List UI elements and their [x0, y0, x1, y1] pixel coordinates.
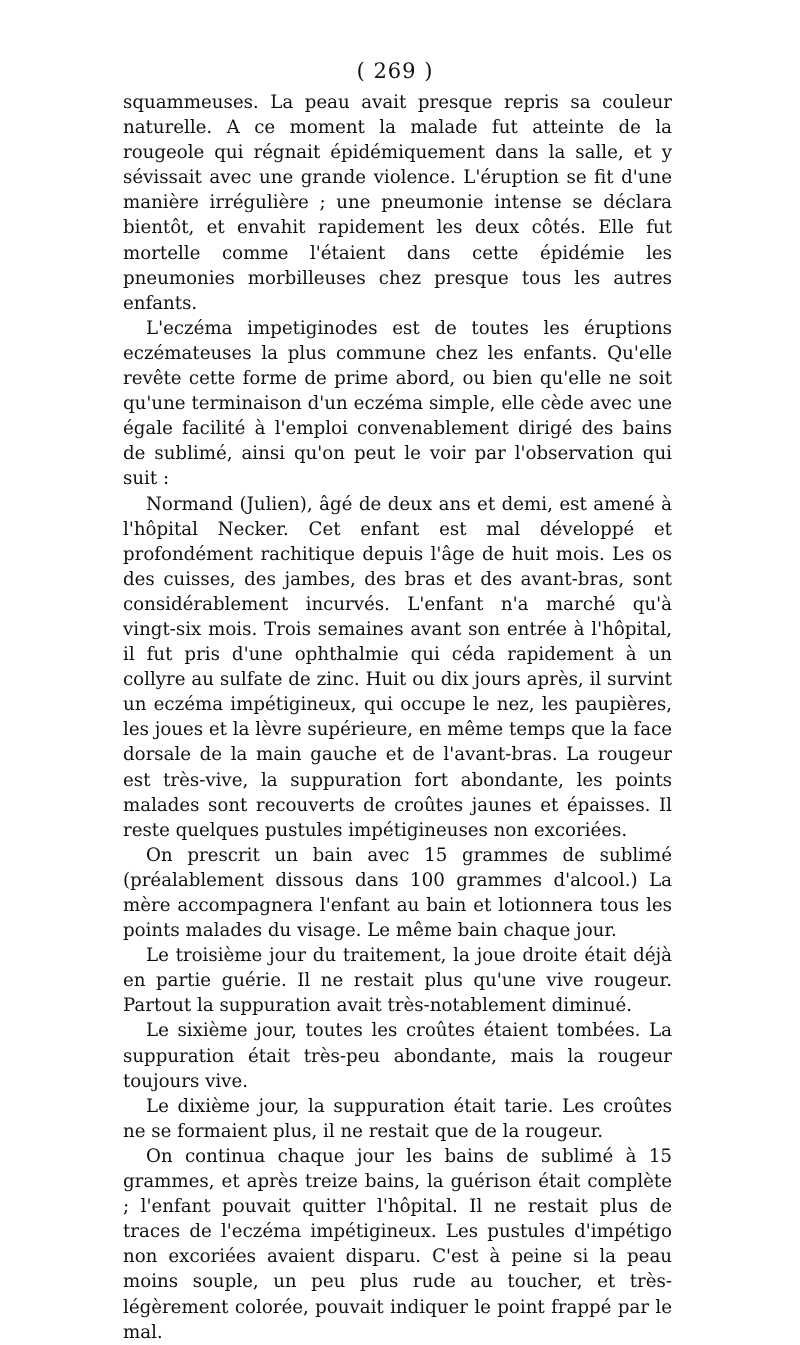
- paragraph-case-normand: Normand (Julien), âgé de deux ans et demi, est amené à l'hôpital Necker. Cet enfant est mal développé et profondément rachitique depuis l'âge de huit mois. Les os des cuisses, des jambes, des bras et des avant-bras, sont considérablement incurvés. L'enfant n'a marché qu'à vingt-six mois. Trois semaines avant son entrée à l'hôpital, il fut pris d'une ophthalmie qui céda rapidement à un collyre au sulfate de zinc. Huit ou dix jours après, il survint un eczéma impétigineux, qui occupe le nez, les paupières, les joues et la lèvre supérieure, en même temps que la face dorsale de la main gauche et de l'avant-bras. La rougeur est très-vive, la suppuration fort abondante, les points malades sont recouverts de croûtes jaunes et épaisses. Il reste quelques pustules impétigineuses non excoriées.: [123, 493, 672, 841]
- paragraph-outcome: On continua chaque jour les bains de sublimé à 15 grammes, et après treize bains, la guérison était complète ; l'enfant pouvait quitter l'hôpital. Il ne restait plus de traces de l'eczéma impétigineux. Les pustules d'impétigo non excoriées avaient disparu. C'est à peine si la peau moins souple, un peu plus rude au toucher, et très-légèrement colorée, pouvait indiquer le point frappé par le mal.: [123, 1145, 672, 1343]
- paragraph-day-six: Le sixième jour, toutes les croûtes étaient tombées. La suppuration était très-peu abondante, mais la rougeur toujours vive.: [123, 1020, 672, 1092]
- body-text: [123, 90, 672, 1345]
- paragraph-continuation: squammeuses. La peau avait presque repris sa couleur naturelle. A ce moment la malade fut atteinte de la rougeole qui régnait épidémiquement dans la salle, et y sévissait avec une grande violence. L'éruption se fit d'une manière irrégulière ; une pneumonie intense se déclara bientôt, et envahit rapidement les deux côtés. Elle fut mortelle comme l'étaient dans cette épidémie les pneumonies morbilleuses chez presque tous les autres enfants.: [123, 92, 672, 314]
- page-number: ( 269 ): [356, 59, 434, 83]
- paragraph-day-three: Le troisième jour du traitement, la joue droite était déjà en partie guérie. Il ne restait plus qu'une vive rougeur. Partout la suppuration avait très-notablement diminué.: [123, 945, 672, 1017]
- paragraph-eczema-impetiginodes: L'eczéma impetiginodes est de toutes les éruptions eczémateuses la plus commune chez les enfants. Qu'elle revête cette forme de prime abord, ou bien qu'elle ne soit qu'une terminaison d'un eczéma simple, elle cède avec une égale facilité à l'emploi convenablement dirigé des bains de sublimé, ainsi qu'on peut le voir par l'observation qui suit :: [123, 317, 672, 490]
- paragraph-day-ten: Le dixième jour, la suppuration était tarie. Les croûtes ne se formaient plus, il ne restait que de la rougeur.: [123, 1095, 672, 1142]
- paragraph-prescription: On prescrit un bain avec 15 grammes de sublimé (préalablement dissous dans 100 grammes d'alcool.) La mère accompagnera l'enfant au bain et lotionnera tous les points malades du visage. Le même bain chaque jour.: [123, 844, 672, 942]
